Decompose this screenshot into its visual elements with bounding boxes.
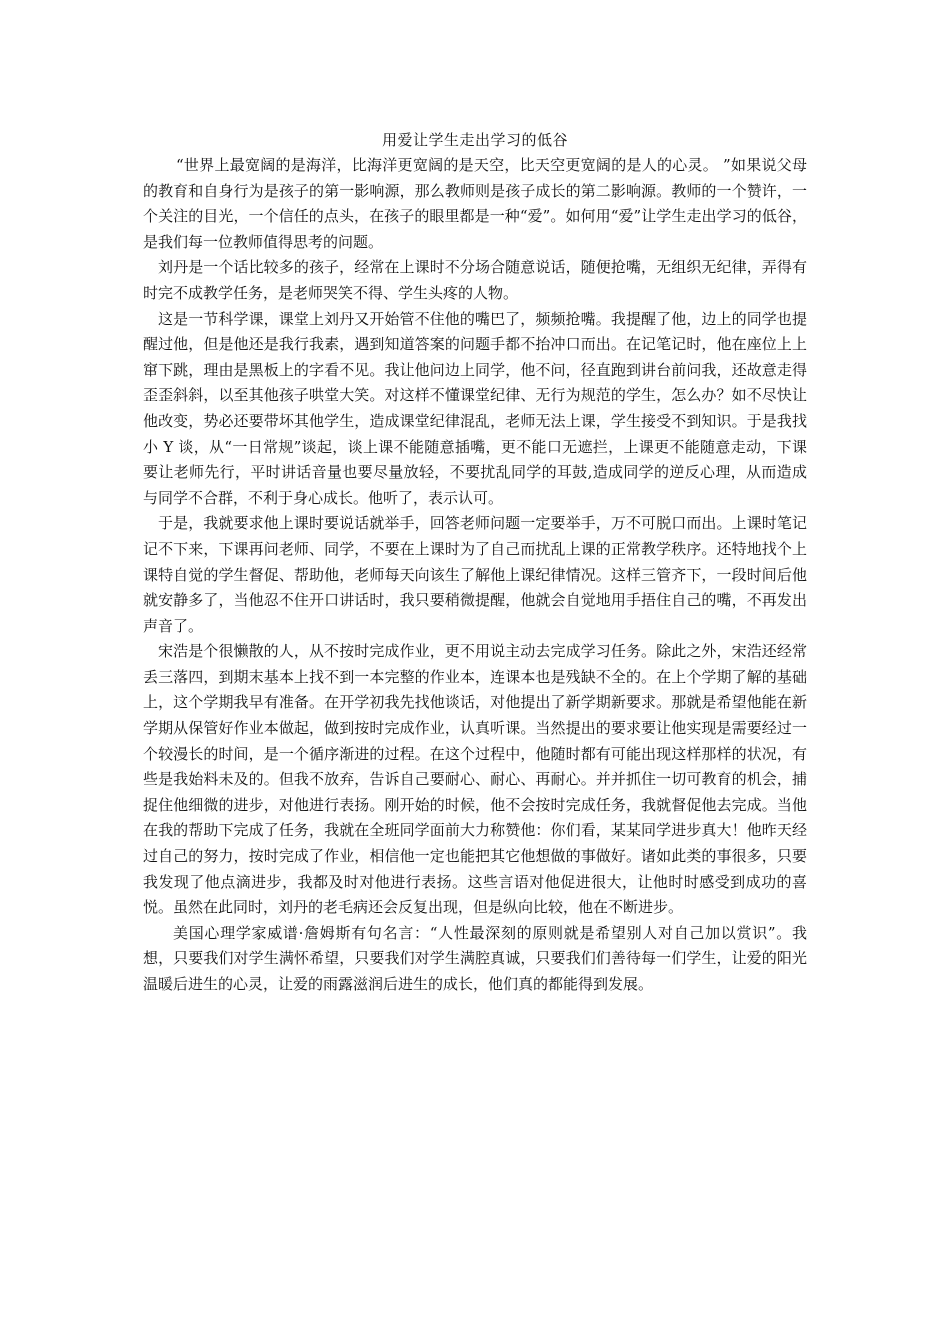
paragraph-6: 美国心理学家威谱·詹姆斯有句名言：“人性最深刻的原则就是希望别人对自己加以赏识”。我想，只要我们对学生满怀希望，只要我们对学生满腔真诚，只要我们们善待每一们学生，让爱的阳光温暖后进生的心灵，让爱的雨露滋润后进生的成长，他们真的都能得到发展。 [143,923,807,993]
paragraph-5: 宋浩是个很懒散的人，从不按时完成作业，更不用说主动去完成学习任务。除此之外，宋浩还经常丢三落四，到期末基本上找不到一本完整的作业本，连课本也是残缺不全的。在上个学期了解的基础上，这个学期我早有准备。在开学初我先找他谈话，对他提出了新学期新要求。那就是希望他能在新学期从保管好作业本做起，做到按时完成作业，认真听课。当然提出的要求要让他实现是需要经过一个较漫长的时间，是一个循序渐进的过程。在这个过程中，他随时都有可能出现这样那样的状况，有些是我始料未及的。但我不放弃，告诉自己要耐心、耐心、再耐心。并并抓住一切可教育的机会，捕捉住他细微的进步，对他进行表扬。刚开始的时候，他不会按时完成任务，我就督促他去完成。当他在我的帮助下完成了任务，我就在全班同学面前大力称赞他：你们看，某某同学进步真大！他昨天经过自己的努力，按时完成了作业，相信他一定也能把其它他想做的事做好。诸如此类的事很多，只要我发现了他点滴进步，我都及时对他进行表扬。这些言语对他促进很大，让他时时感受到成功的喜悦。虽然在此同时，刘丹的老毛病还会反复出现，但是纵向比较，他在不断进步。 [143,642,807,917]
paragraph-3: 这是一节科学课，课堂上刘丹又开始管不住他的嘴巴了，频频抢嘴。我提醒了他，边上的同学也提醒过他，但是他还是我行我素，遇到知道答案的问题手都不抬冲口而出。在记笔记时，他在座位上上窜下跳，理由是黑板上的字看不见。我让他问边上同学，他不问，径直跑到讲台前问我，还故意走得歪歪斜斜，以至其他孩子哄堂大笑。对这样不懂课堂纪律、无行为规范的学生，怎么办？如不尽快让他改变，势必还要带坏其他学生，造成课堂纪律混乱，老师无法上课，学生接受不到知识。于是我找小 Y 谈，从“一日常规”谈起，谈上课不能随意插嘴，更不能口无遮拦，上课更不能随意走动，下课要让老师先行，平时讲话音量也要尽量放轻，不要扰乱同学的耳鼓,造成同学的逆反心理，从而造成与同学不合群，不利于身心成长。他听了，表示认可。 [143,309,807,507]
paragraph-4: 于是，我就要求他上课时要说话就举手，回答老师问题一定要举手，万不可脱口而出。上课时笔记记不下来，下课再问老师、同学，不要在上课时为了自己而扰乱上课的正常教学秩序。还特地找个上课特自觉的学生督促、帮助他，老师每天向该生了解他上课纪律情况。这样三管齐下，一段时间后他就安静多了，当他忍不住开口讲话时，我只要稍微提醒，他就会自觉地用手捂住自己的嘴，不再发出声音了。 [143,514,807,635]
paragraph-2: 刘丹是一个话比较多的孩子，经常在上课时不分场合随意说话，随便抢嘴，无组织无纪律，弄得有时完不成教学任务，是老师哭笑不得、学生头疼的人物。 [143,258,807,302]
document-title: 用爱让学生走出学习的低谷 [381,131,568,149]
paragraph-1: “世界上最宽阔的是海洋，比海洋更宽阔的是天空，比天空更宽阔的是人的心灵。 ”如果说父母的教育和自身行为是孩子的第一影响源，那么教师则是孩子成长的第二影响源。教师的一个赞许，一个关注的目光，一个信任的点头，在孩子的眼里都是一种“爱”。如何用“爱”让学生走出学习的低谷，是我们每一位教师值得思考的问题。 [143,156,807,251]
document-body [143,127,807,998]
